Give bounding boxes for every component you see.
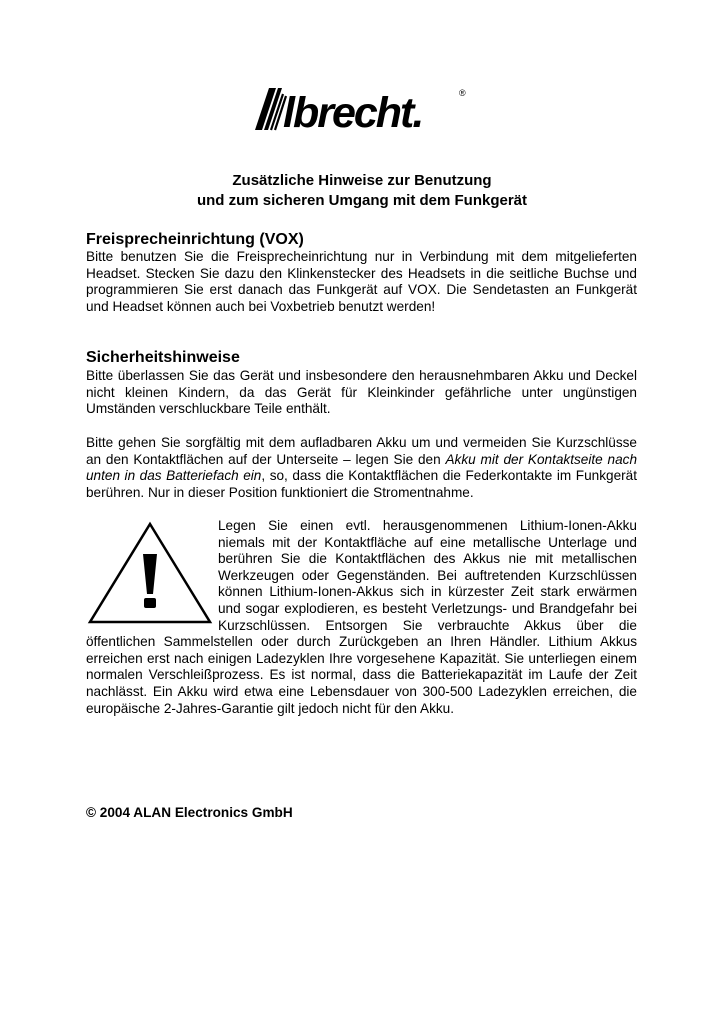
section-heading-vox: Freisprecheinrichtung (VOX) xyxy=(86,231,304,248)
safety-paragraph-1: Bitte überlassen Sie das Gerät und insbesondere den herausnehmbaren Akku und Deckel nicht kleinen Kindern, da das Gerät für Kleinkinder gefährliche unter ungünstigen Umständen verschluckbare Teile enthält. xyxy=(86,368,637,417)
albrecht-logo xyxy=(253,86,471,132)
safety-paragraph-3-text: Legen Sie einen evtl. herausgenommenen Lithium-Ionen-Akku niemals mit der Kontaktfläche auf eine metallische Unterlage und berühren Sie die Kontaktflächen des Akkus nie mit metallischen Werkzeugen oder Gegenständen. Bei auftretenden Kurzschlüssen können Lithium-Ionen-Akkus sich in kürzester Zeit stark erwärmen und sogar explodieren, es besteht Verletzungs- und Brandgefahr bei Kurzschlüssen. Entsorgen Sie verbrauchte Akkus über die öffentlichen Sammelstellen oder durch Zurückgeben an Ihren Händler. Lithium Akkus erreichen erst nach einigen Ladezyklen Ihre vorgesehene Kapazität. Sie unterliegen einem normalen Verschleißprozess. Es ist normal, dass die Batteriekapazität im Laufe der Zeit nachlässt. Ein Akku wird etwa eine Lebensdauer von 300-500 Ladezyklen erreichen, die europäische 2-Jahres-Garantie gilt jedoch nicht für den Akku. xyxy=(86,518,637,716)
svg-text:®: ® xyxy=(459,88,466,98)
svg-text:lbrecht.: lbrecht. xyxy=(283,89,423,132)
safety-paragraph-2 xyxy=(86,435,637,501)
copyright-notice: © 2004 ALAN Electronics GmbH xyxy=(86,805,293,820)
section-heading-safety: Sicherheitshinweise xyxy=(86,349,240,366)
safety-paragraph-2-emphasis: Akku mit der Kontaktseite nach unten in das Batteriefach ein xyxy=(86,451,637,484)
document-title-line-2: und zum sicheren Umgang mit dem Funkgerät xyxy=(196,192,528,209)
warning-triangle-icon xyxy=(86,518,214,628)
safety-paragraph-2-text-a: Bitte gehen Sie sorgfältig mit dem aufladbaren Akku um und vermeiden Sie Kurzschlüsse an den Kontaktflächen auf der Unterseite – legen Sie den xyxy=(86,435,637,467)
safety-paragraph-2-text-b: , so, dass die Kontaktflächen die Federkontakte im Funkgerät berühren. Nur in dieser Position funktioniert die Stromentnahme. xyxy=(86,468,637,500)
safety-paragraph-3 xyxy=(86,518,637,717)
document-title-line-1: Zusätzliche Hinweise zur Benutzung xyxy=(232,172,492,189)
vox-paragraph: Bitte benutzen Sie die Freisprecheinrichtung nur in Verbindung mit dem mitgelieferten Headset. Stecken Sie dazu den Klinkenstecker des Headsets in die seitliche Buchse und programmieren Sie erst danach das Funkgerät auf VOX. Die Sendetasten an Funkgerät und Headset können auch bei Voxbetrieb benutzt werden! xyxy=(86,249,637,314)
